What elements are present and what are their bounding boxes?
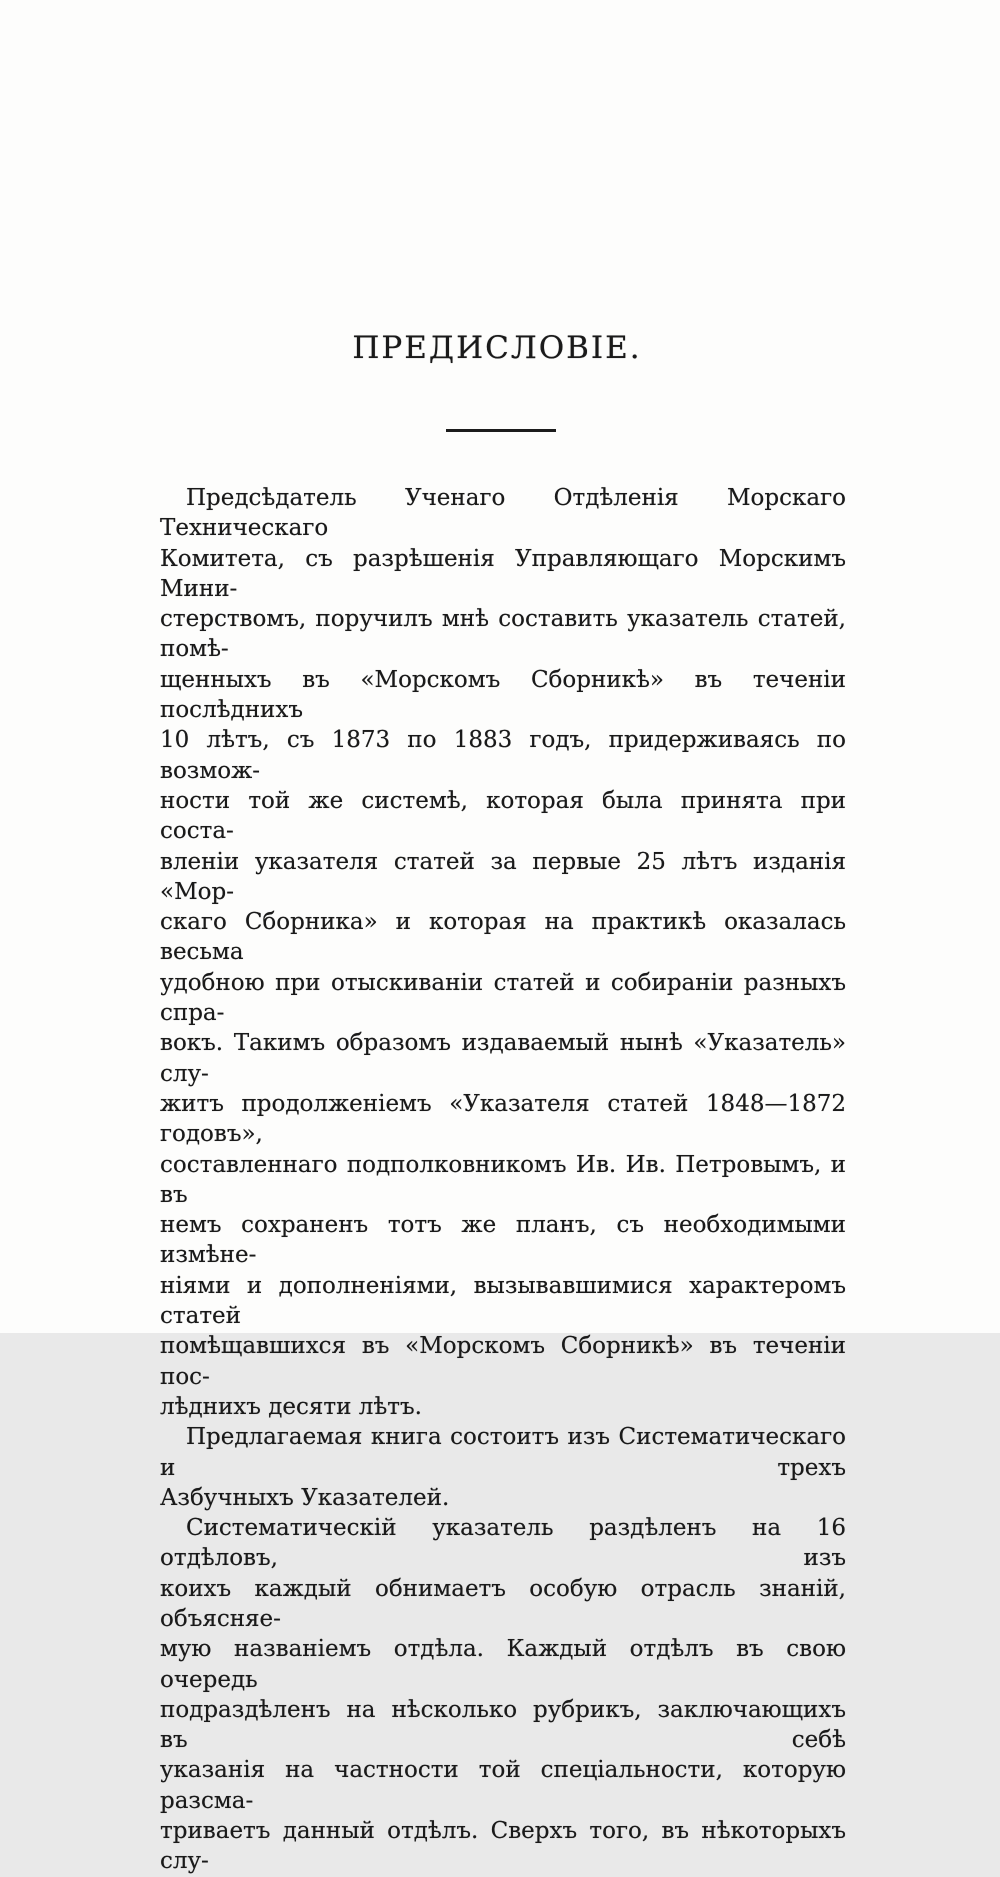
text-line: Предсѣдатель Ученаго Отдѣленія Морскаго Техническаго — [160, 485, 846, 542]
text-line: немъ сохраненъ тотъ же планъ, съ необходимыми измѣне- — [160, 1212, 846, 1269]
text-line: помѣщавшихся въ «Морскомъ Сборникѣ» въ теченіи пос- — [160, 1333, 846, 1390]
text-line: стерствомъ, поручилъ мнѣ составить указатель статей, помѣ- — [160, 606, 846, 663]
text-line: ніями и дополненіями, вызывавшимися характеромъ статей — [160, 1272, 846, 1330]
text-line: вленіи указателя статей за первые 25 лѣтъ изданія «Мор- — [160, 848, 846, 905]
text-line: житъ продолженіемъ «Указателя статей 1848—1872 годовъ», — [160, 1090, 846, 1148]
text-line: Комитета, съ разрѣшенія Управляющаго Морскимъ Мини- — [160, 545, 846, 602]
page-title: ПРЕДИСЛОВІЕ. — [352, 330, 642, 366]
text-line: щенныхъ въ «Морскомъ Сборникѣ» въ теченіи послѣднихъ — [160, 666, 846, 724]
text-line: вокъ. Такимъ образомъ издаваемый нынѣ «Указатель» слу- — [160, 1030, 846, 1087]
text-line: составленнаго подполковникомъ Ив. Ив. Петровымъ, и въ — [160, 1151, 846, 1208]
text-line: удобною при отыскиваніи статей и собираніи разныхъ спра- — [160, 969, 846, 1027]
text-line: скаго Сборника» и которая на практикѣ оказалась весьма — [160, 909, 846, 966]
text-line: лѣднихъ десяти лѣтъ. — [160, 1393, 422, 1420]
text-line: Систематическій указатель раздѣленъ на 16 отдѣловъ, изъ — [160, 1515, 846, 1572]
text-line: Предлагаемая книга состоитъ изъ Систематическаго и трехъ — [160, 1424, 846, 1481]
text-line: триваетъ данный отдѣлъ. Сверхъ того, въ нѣкоторыхъ слу- — [160, 1818, 846, 1875]
text-line: коихъ каждый обнимаетъ особую отрасль знаній, объясняе- — [160, 1575, 846, 1632]
text-line: мую названіемъ отдѣла. Каждый отдѣлъ въ свою очередь — [160, 1636, 846, 1693]
text-line: Азбучныхъ Указателей. — [160, 1484, 450, 1511]
text-line: 10 лѣтъ, съ 1873 по 1883 годъ, придерживаясь по возмож- — [160, 727, 846, 784]
text-line: ности той же системѣ, которая была принята при соста- — [160, 787, 846, 845]
preface-text — [160, 483, 846, 1877]
text-line: подраздѣленъ на нѣсколько рубрикъ, заключающихъ въ себѣ — [160, 1696, 846, 1754]
text-line: указанія на частности той спеціальности, которую разсма- — [160, 1757, 846, 1814]
title-divider — [446, 429, 556, 432]
